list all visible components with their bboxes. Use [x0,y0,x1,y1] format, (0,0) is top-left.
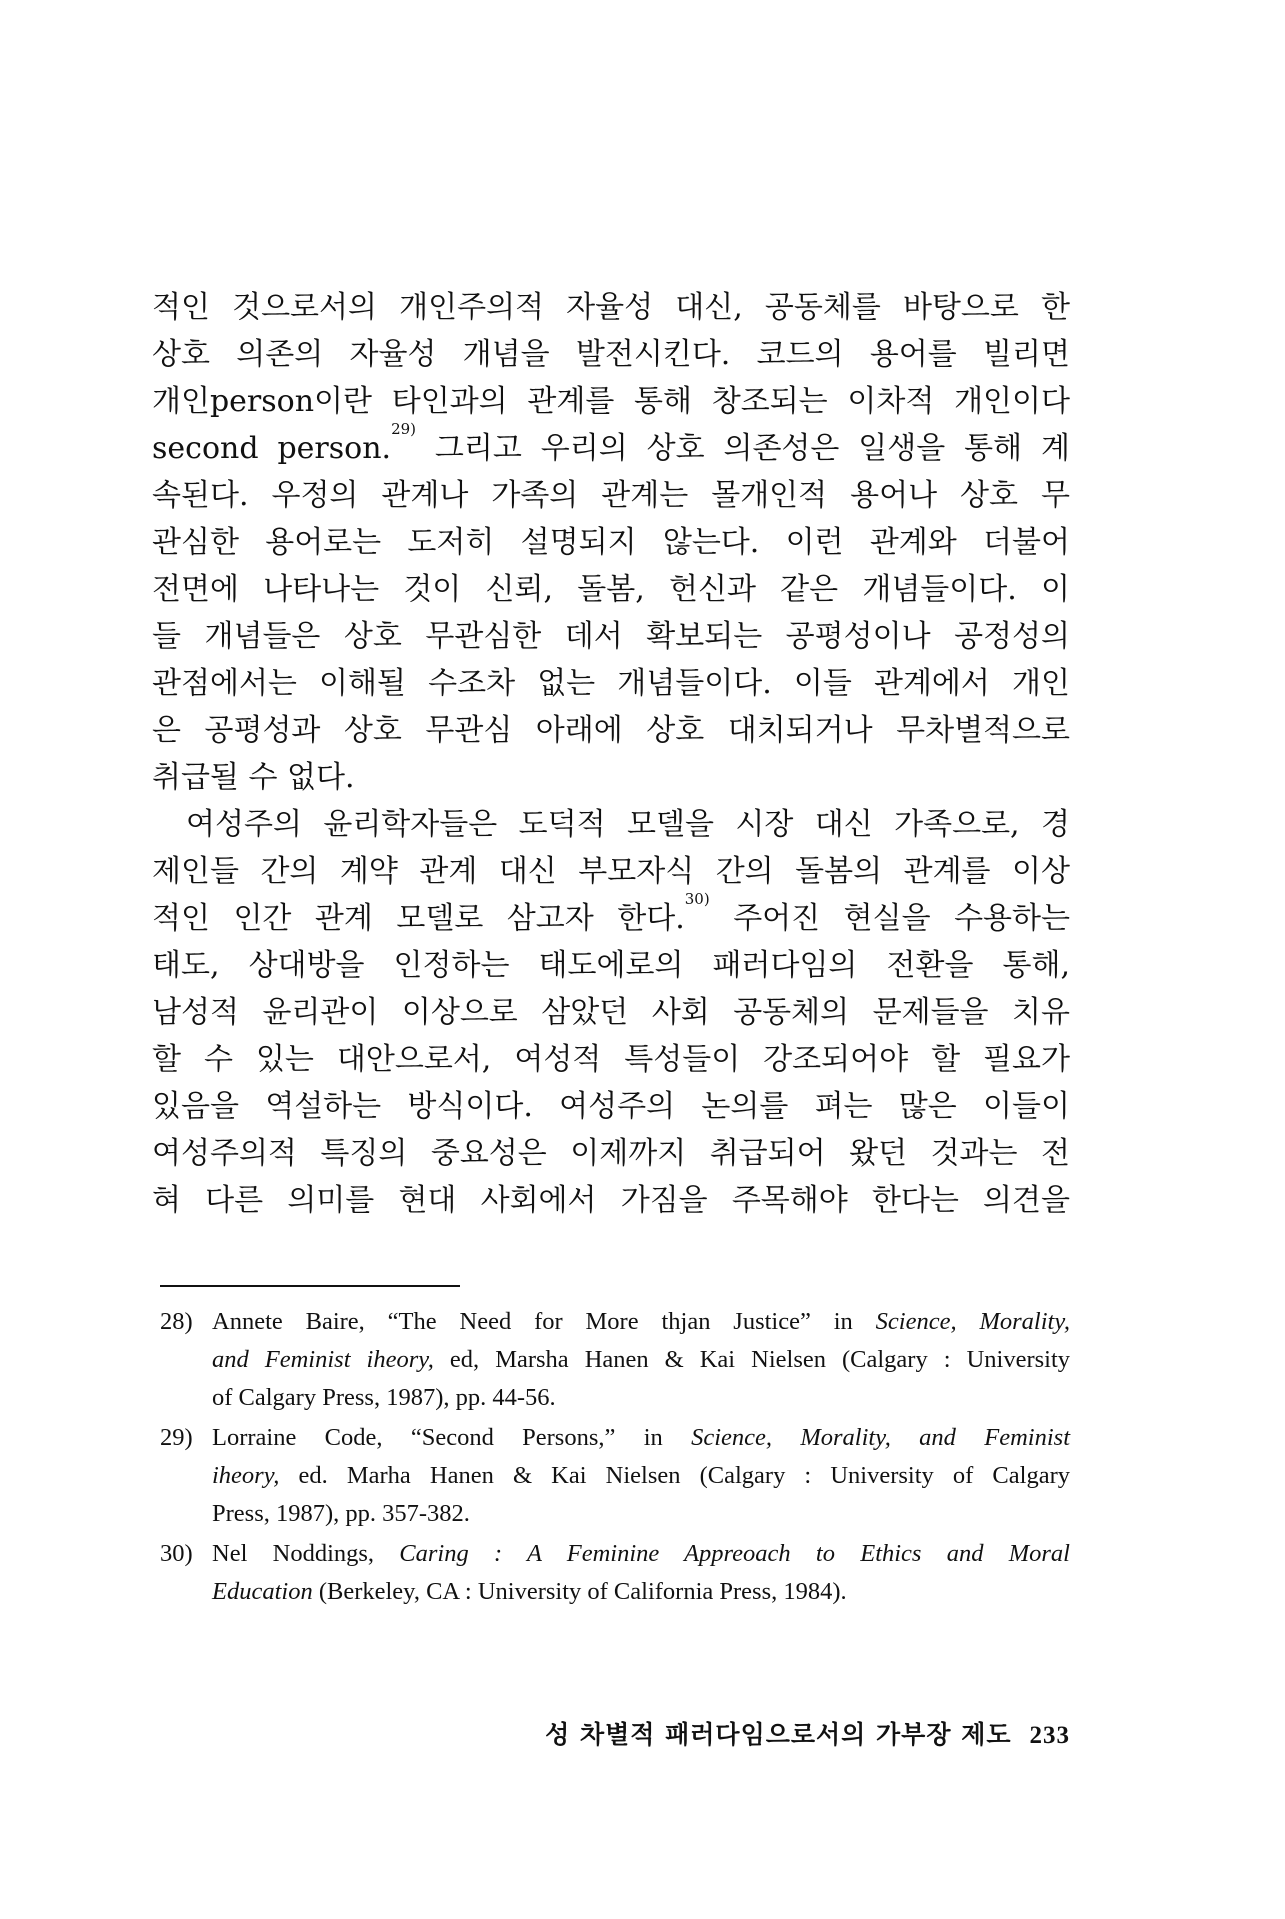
citation-title: Science, Morality, and Feminist [691,1424,1070,1451]
body-text [152,284,1070,1224]
text-line: 관점에서는 이해될 수조차 없는 개념들이다. 이들 관계에서 개인 [152,666,1070,701]
text-line: 여성주의 윤리학자들은 도덕적 모델을 시장 대신 가족으로, 경 [186,807,1070,842]
footnote-line [212,1457,1070,1495]
text-line [152,890,1070,942]
citation-text: ed. Marha Hanen & Kai Nielsen (Calgary : University of Calgary [279,1462,1070,1489]
text-line [152,420,1070,472]
footnote-line [212,1341,1070,1379]
footnote-number: 30) [160,1540,193,1567]
footnote-number: 28) [160,1308,193,1335]
citation-text: (Berkeley, CA : University of California Press, 1984). [312,1578,847,1605]
text-fragment: 주어진 현실을 수용하는 [733,901,1070,936]
footnote-ref-30[interactable]: 30) [684,890,710,908]
text-fragment: 적인 인간 관계 모델로 삼고자 한다. [152,901,685,936]
text-line: 할 수 있는 대안으로서, 여성적 특성들이 강조되어야 할 필요가 [152,1042,1070,1077]
footnote-30 [160,1535,1070,1611]
paragraph-1 [152,284,1070,801]
footnote-line [212,1303,1070,1341]
citation-title: and Feminist iheory, [212,1346,434,1373]
footnote-line: of Calgary Press, 1987), pp. 44-56. [212,1384,556,1411]
citation-title: Education [212,1578,313,1605]
text-line: 태도, 상대방을 인정하는 태도에로의 패러다임의 전환을 통해, [152,948,1070,983]
footnotes [160,1303,1070,1613]
text-line: 상호 의존의 자율성 개념을 발전시킨다. 코드의 용어를 빌리면 [152,337,1070,372]
citation-title: iheory, [212,1462,280,1489]
text-line: 들 개념들은 상호 무관심한 데서 확보되는 공평성이나 공정성의 [152,619,1070,654]
text-fragment: second person. [152,431,392,466]
footnote-line: Press, 1987), pp. 357-382. [212,1500,470,1527]
footnote-29 [160,1419,1070,1533]
footnote-ref-29[interactable]: 29) [391,420,417,438]
footnote-line [212,1573,1070,1611]
paragraph-2 [152,801,1070,1224]
text-line: 관심한 용어로는 도저히 설명되지 않는다. 이런 관계와 더불어 [152,525,1070,560]
page-number: 233 [1029,1722,1070,1749]
footnote-line [212,1419,1070,1457]
citation-title: Caring : A Feminine Appreoach to Ethics and Moral [399,1540,1070,1567]
text-line: 취급될 수 없다. [152,760,355,795]
footnote-28 [160,1303,1070,1417]
text-line: 은 공평성과 상호 무관심 아래에 상호 대치되거나 무차별적으로 [152,713,1070,748]
text-line: 남성적 윤리관이 이상으로 삼았던 사회 공동체의 문제들을 치유 [152,995,1070,1030]
citation-text: Nel Noddings, [212,1540,400,1567]
citation-title: Science, Morality, [875,1308,1070,1335]
text-line: 전면에 나타나는 것이 신뢰, 돌봄, 헌신과 같은 개념들이다. 이 [152,572,1070,607]
running-footer [152,1715,1070,1751]
text-line: 혀 다른 의미를 현대 사회에서 가짐을 주목해야 한다는 의견을 [152,1183,1070,1218]
text-line: 속된다. 우정의 관계나 가족의 관계는 몰개인적 용어나 상호 무 [152,478,1070,513]
citation-text: Annete Baire, “The Need for More thjan Justice” in [212,1308,876,1335]
citation-text: ed, Marsha Hanen & Kai Nielsen (Calgary : University [433,1346,1071,1373]
text-line: 제인들 간의 계약 관계 대신 부모자식 간의 돌봄의 관계를 이상 [152,854,1070,889]
text-line: 개인person이란 타인과의 관계를 통해 창조되는 이차적 개인이다 [152,384,1070,419]
text-line: 여성주의적 특징의 중요성은 이제까지 취급되어 왔던 것과는 전 [152,1136,1070,1171]
text-fragment: 그리고 우리의 상호 의존성은 일생을 통해 계 [434,431,1070,466]
footnote-divider [160,1285,460,1287]
text-line: 있음을 역설하는 방식이다. 여성주의 논의를 펴는 많은 이들이 [152,1089,1070,1124]
text-line: 적인 것으로서의 개인주의적 자율성 대신, 공동체를 바탕으로 한 [152,290,1070,325]
running-title: 성 차별적 패러다임으로서의 가부장 제도 [545,1720,1012,1749]
footnote-number: 29) [160,1424,193,1451]
footnote-line [212,1535,1070,1573]
citation-text: Lorraine Code, “Second Persons,” in [212,1424,692,1451]
